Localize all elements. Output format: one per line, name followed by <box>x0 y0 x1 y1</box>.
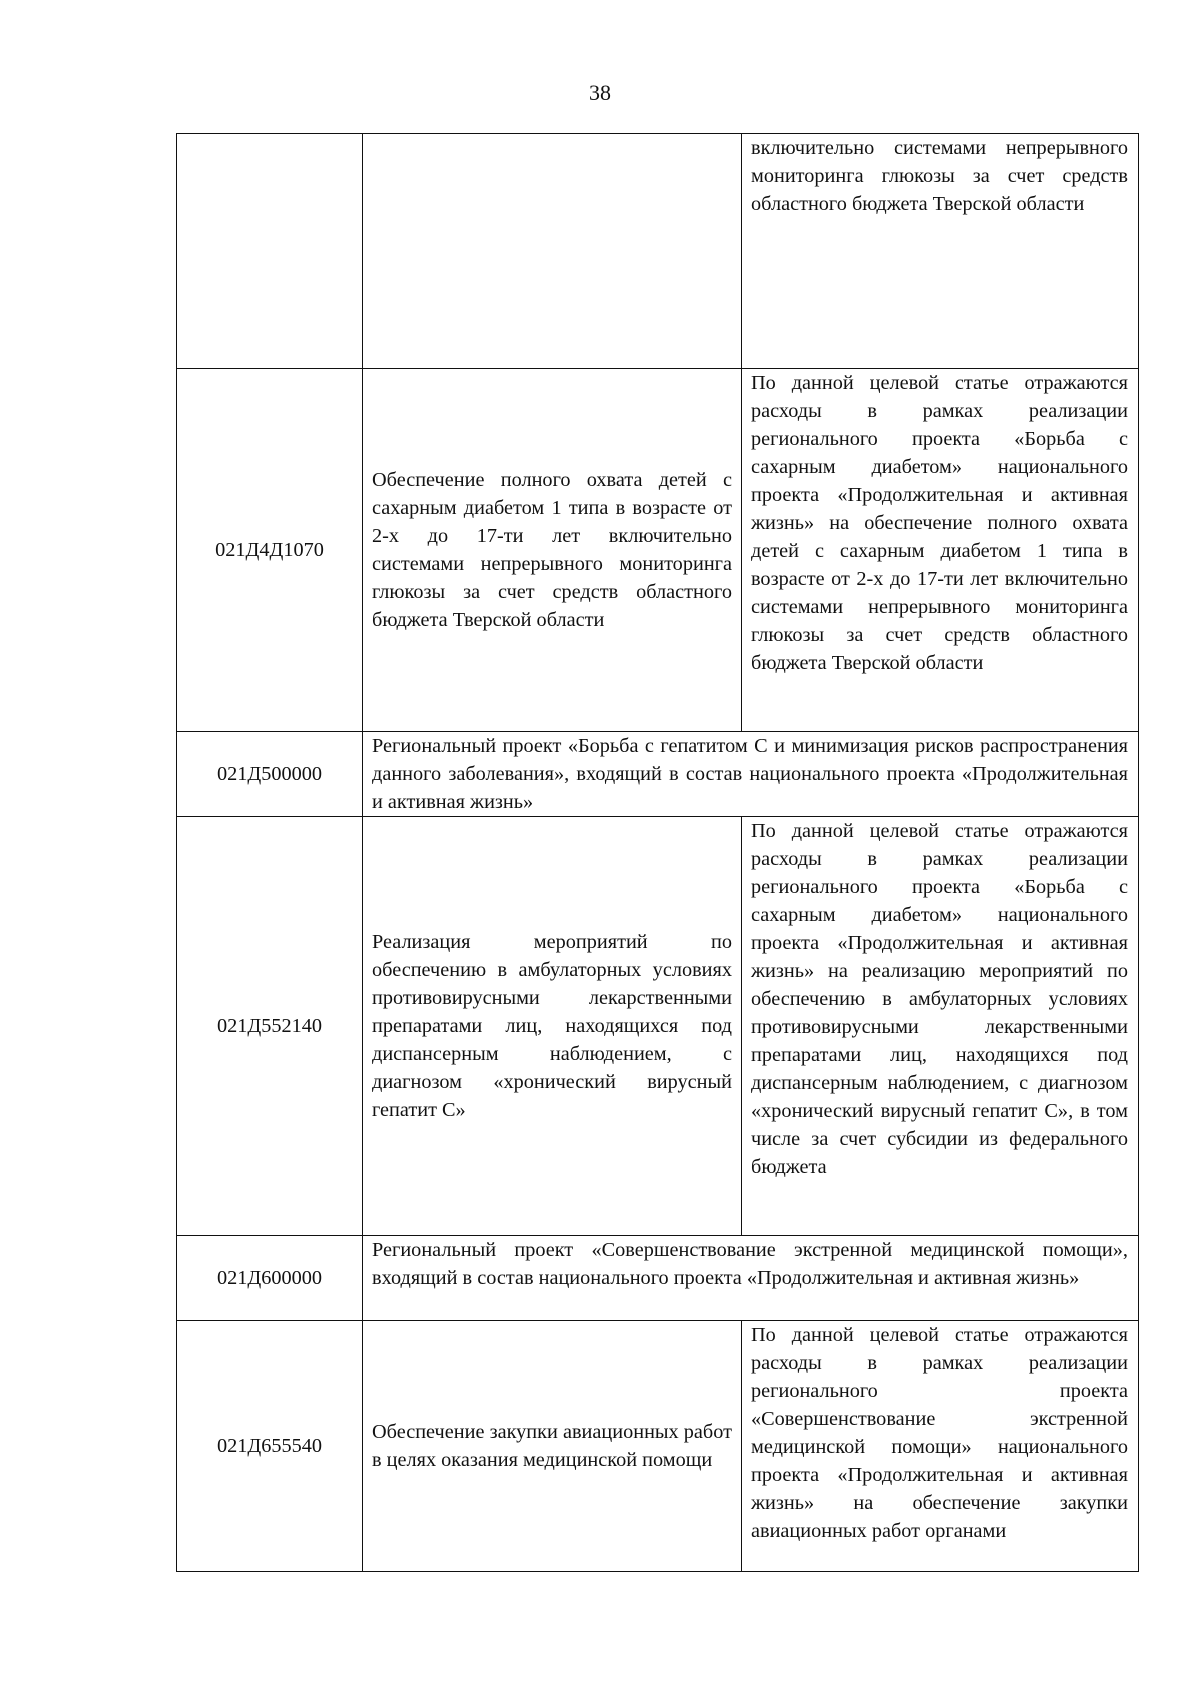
code-cell: 021Д600000 <box>177 1236 363 1321</box>
table-row <box>177 134 1139 369</box>
table-row <box>177 732 1139 817</box>
code-cell <box>177 134 363 369</box>
name-cell: Обеспечение закупки авиационных работ в целях оказания медицинской помощи <box>363 1321 742 1572</box>
budget-classification-table <box>176 133 1139 1572</box>
name-cell: Обеспечение полного охвата детей с сахарным диабетом 1 типа в возрасте от 2-х до 17-ти лет включительно системами непрерывного мониторинга глюкозы за счет средств областного бюджета Тверской области <box>363 369 742 732</box>
description-cell: По данной целевой статье отражаются расходы в рамках реализации регионального проекта «Борьба с сахарным диабетом» национального проекта «Продолжительная и активная жизнь» на реализацию мероприятий по обеспечению в амбулаторных условиях противовирусными лекарственными препаратами лиц, находящихся под диспансерным наблюдением, с диагнозом «хронический вирусный гепатит С», в том числе за счет субсидии из федерального бюджета <box>742 817 1139 1236</box>
code-cell: 021Д500000 <box>177 732 363 817</box>
code-cell: 021Д655540 <box>177 1321 363 1572</box>
page-number: 38 <box>589 80 611 105</box>
description-cell: По данной целевой статье отражаются расходы в рамках реализации регионального проекта «Совершенствование экстренной медицинской помощи» национального проекта «Продолжительная и активная жизнь» на обеспечение закупки авиационных работ органами <box>742 1321 1139 1572</box>
project-cell: Региональный проект «Совершенствование экстренной медицинской помощи», входящий в состав национального проекта «Продолжительная и активная жизнь» <box>363 1236 1139 1321</box>
description-cell: По данной целевой статье отражаются расходы в рамках реализации регионального проекта «Борьба с сахарным диабетом» национального проекта «Продолжительная и активная жизнь» на обеспечение полного охвата детей с сахарным диабетом 1 типа в возрасте от 2-х до 17-ти лет включительно системами непрерывного мониторинга глюкозы за счет средств областного бюджета Тверской области <box>742 369 1139 732</box>
project-cell: Региональный проект «Борьба с гепатитом С и минимизация рисков распространения данного заболевания», входящий в состав национального проекта «Продолжительная и активная жизнь» <box>363 732 1139 817</box>
code-cell: 021Д552140 <box>177 817 363 1236</box>
code-cell: 021Д4Д1070 <box>177 369 363 732</box>
table-row <box>177 817 1139 1236</box>
name-cell: Реализация мероприятий по обеспечению в амбулаторных условиях противовирусными лекарственными препаратами лиц, находящихся под диспансерным наблюдением, с диагнозом «хронический вирусный гепатит С» <box>363 817 742 1236</box>
table-row <box>177 1236 1139 1321</box>
description-cell: включительно системами непрерывного мониторинга глюкозы за счет средств областного бюджета Тверской области <box>742 134 1139 369</box>
table-row <box>177 369 1139 732</box>
name-cell <box>363 134 742 369</box>
table-row <box>177 1321 1139 1572</box>
